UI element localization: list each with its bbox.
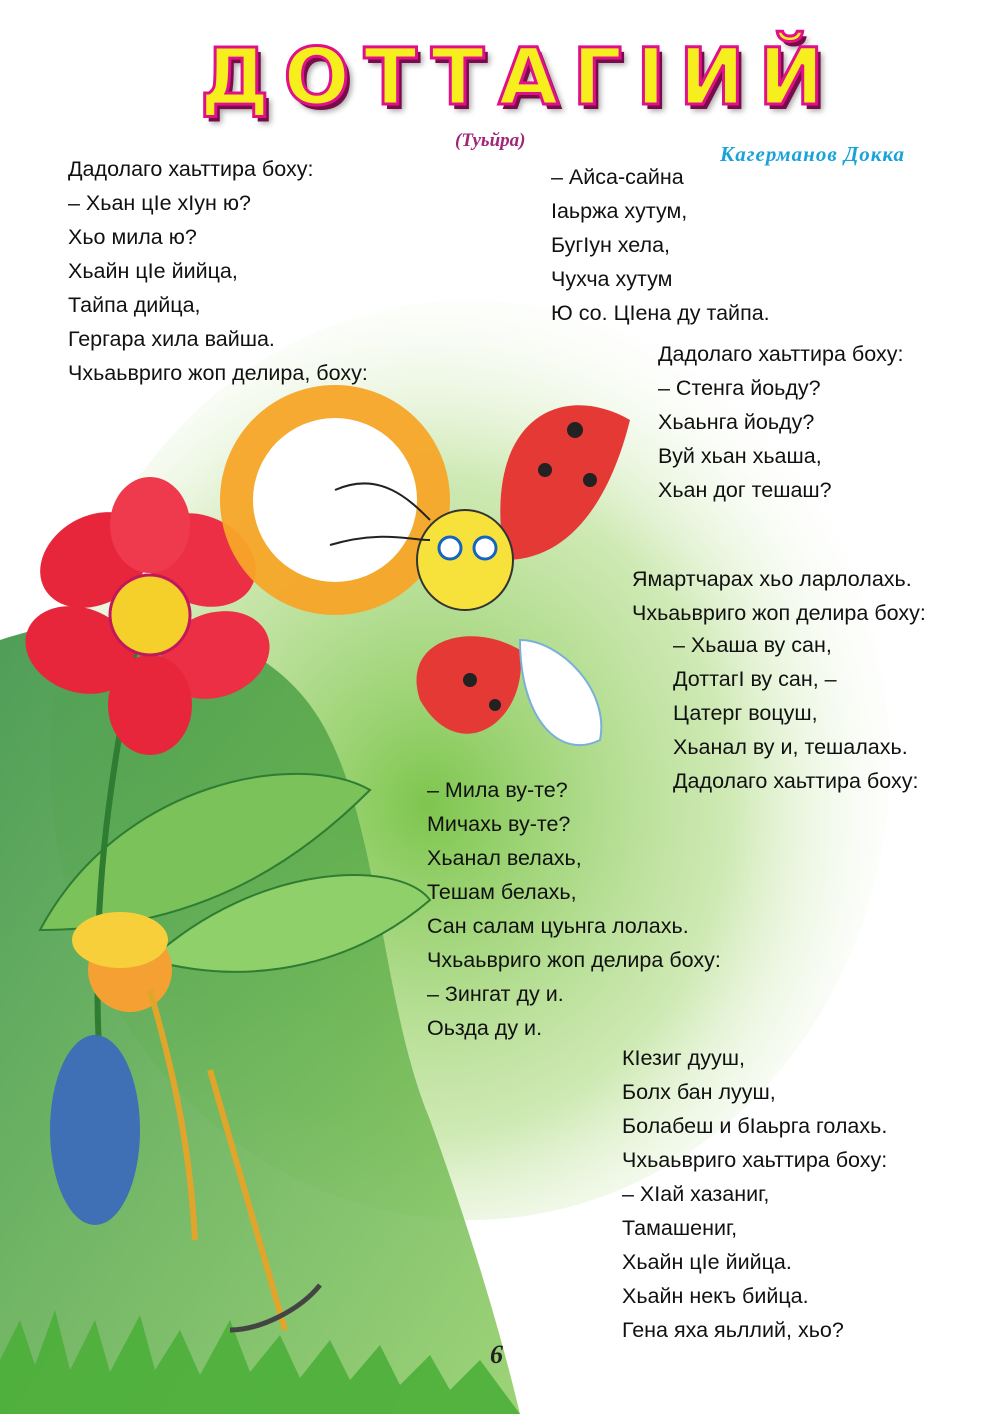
poem-line: – Зингат ду и. (427, 982, 564, 1006)
poem-line: Ямартчарах хьо ларлолахь. (632, 567, 912, 591)
poem-line: КIезиг дууш, (622, 1046, 745, 1070)
stanza-1 (68, 152, 368, 390)
poem-line: Мичахь ву-те? (427, 812, 571, 836)
stanza-7 (622, 1041, 887, 1347)
poem-line: ДоттагI ву сан, – (673, 667, 837, 691)
author-name: Кагерманов Докка (720, 142, 906, 166)
stanza-3 (658, 337, 903, 507)
poem-line: Хьайн цIе йийца. (622, 1250, 792, 1274)
poem-line: – Айса-сайна (551, 165, 684, 189)
poem-line: Дадолаго хаьттира боху: (673, 769, 919, 793)
poem-line: – Хьан цIе хIун ю? (68, 191, 251, 215)
poem-line: Хьаьнга йоьду? (658, 410, 815, 434)
poem-line: Чхьаьвриго жоп делира боху: (632, 601, 926, 625)
poem-line: Iаьржа хутум, (551, 199, 688, 223)
poem-line: Дадолаго хаьттира боху: (658, 342, 904, 366)
poem-line: Тайпа дийца, (68, 293, 201, 317)
poem-line: Чхьаьвриго хаьттира боху: (622, 1148, 888, 1172)
page-number: 6 (490, 1340, 503, 1369)
poem-line: Гергара хила вайша. (68, 327, 275, 351)
poem-line: Хьанал ву и, тешалахь. (673, 735, 908, 759)
poem-line: – ХIай хазаниг, (622, 1182, 770, 1206)
stanza-6 (427, 773, 721, 1045)
poem-line: Чхьаьвриго жоп делира, боху: (68, 361, 368, 385)
poem-line: – Стенга йоьду? (658, 376, 821, 400)
stanza-4 (632, 562, 926, 630)
poem-line: Хьайн цIе йийца, (68, 259, 238, 283)
poem-line: Дадолаго хаьттира боху: (68, 157, 314, 181)
poem-line: Хьо мила ю? (68, 225, 197, 249)
poem-line: – Хьаша ву сан, (673, 633, 832, 657)
poem-line: Чхьаьвриго жоп делира боху: (427, 948, 721, 972)
poem-line: Вуй хьан хьаша, (658, 444, 822, 468)
poem-line: Болабеш и бIаьрга голахь. (622, 1114, 888, 1138)
poem-line: Хьан дог тешаш? (658, 478, 832, 502)
sun (220, 385, 450, 615)
poem-line: Тамашениг, (622, 1216, 738, 1240)
stanza-2 (551, 160, 770, 330)
page-title: ДОТТАГIИЙ (200, 33, 838, 123)
poem-line: Оьзда ду и. (427, 1016, 543, 1040)
poem-line: – Мила ву-те? (427, 778, 568, 802)
poem-line: Хьанал велахь, (427, 846, 582, 870)
poem-line: Ю со. ЦIена ду тайпа. (551, 301, 770, 325)
poem-line: Хьайн некъ бийца. (622, 1284, 809, 1308)
poem-line: Гена яха яьллий, хьо? (622, 1318, 844, 1342)
poem-line: Болх бан лууш, (622, 1080, 776, 1104)
poem-line: Тешам белахь, (427, 880, 577, 904)
poem-line: БугIун хела, (551, 233, 671, 257)
poem-subtitle: (Туьйра) (455, 130, 526, 151)
poem-line: Чухча хутум (551, 267, 673, 291)
poem-line: Цатерг воцуш, (673, 701, 818, 725)
poem-line: Сан салам цуьнга лолахь. (427, 914, 689, 938)
